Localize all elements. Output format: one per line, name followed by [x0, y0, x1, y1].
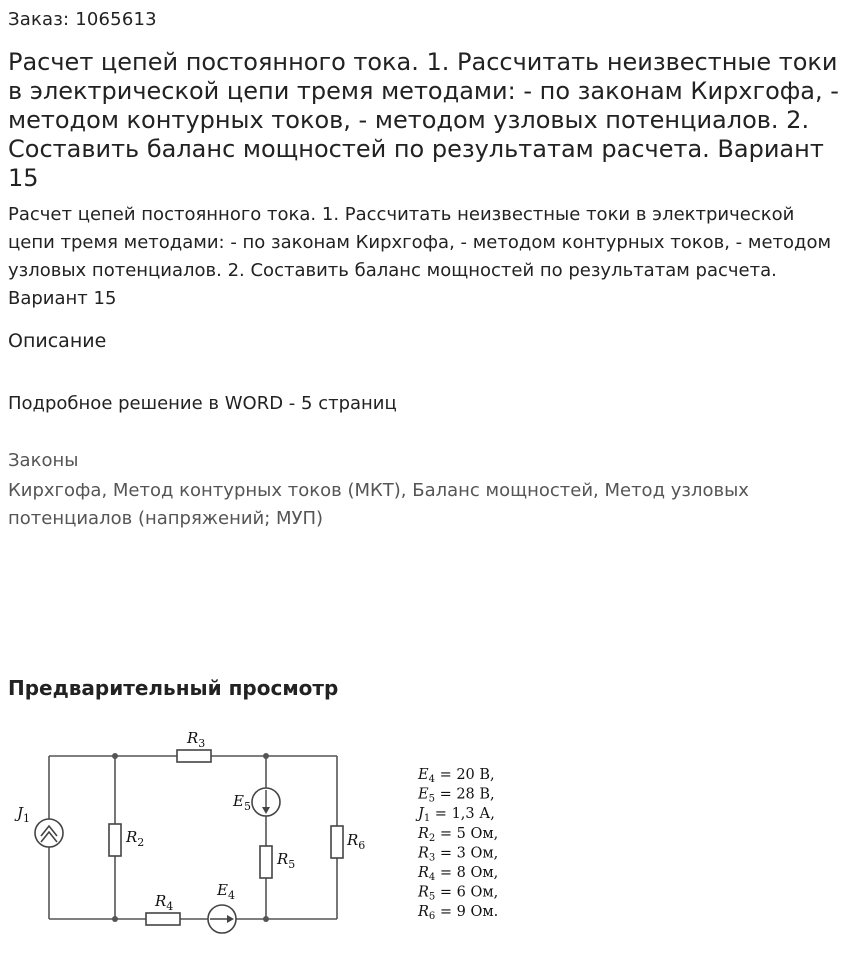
current-source-j1 [35, 819, 63, 847]
parameter-row: $R_4 = 8$ Ом, [418, 865, 499, 883]
voltage-source-e4 [208, 905, 236, 933]
resistor-r6 [331, 826, 343, 858]
parameter-list [415, 767, 498, 922]
label-e5: $E_5$ [233, 792, 251, 813]
resistor-r5 [260, 846, 272, 878]
parameter-row: $R_2 = 5$ Ом, [418, 825, 499, 844]
label-r5: $R_5$ [277, 850, 296, 871]
voltage-source-e5 [252, 788, 280, 816]
description-label: Описание [8, 330, 107, 352]
page-subtitle: Расчет цепей постоянного тока. 1. Рассчитать неизвестные токи в электрической цепи тремя методами: - по законам Кирхгофа, - методом контурных токов, - методом узловых потенциалов. 2. Составить баланс мощностей по результатам расчета. Вариант 15 [8, 204, 832, 309]
parameter-row: $R_5 = 6$ Ом, [418, 884, 499, 903]
parameter-row: $E_5 = 28$ В, [418, 786, 495, 805]
preview-image [8, 718, 528, 948]
label-r4: $R_4$ [155, 892, 174, 913]
resistor-r4 [146, 913, 180, 925]
parameter-row: $J_1 = 1,3$ А, [418, 806, 495, 825]
label-j1: $J_1$ [17, 804, 31, 825]
label-r3: $R_3$ [187, 729, 206, 750]
circuit-wires [49, 756, 337, 919]
resistor-r2 [109, 824, 121, 856]
description-text: Подробное решение в WORD - 5 страниц [8, 393, 397, 414]
resistor-r3 [177, 750, 211, 762]
preview-title: Предварительный просмотр [8, 676, 339, 700]
page-title: Расчет цепей постоянного тока. 1. Рассчитать неизвестные токи в электрической цепи тремя методами: - по законам Кирхгофа, - методом контурных токов, - методом узловых потенциалов. 2. Составить баланс мощностей по результатам расчета. Вариант 15 [8, 48, 839, 192]
laws-label: Законы [8, 450, 79, 471]
parameter-row: $R_6 = 9$ Ом. [418, 904, 499, 923]
label-e4: $E_4$ [217, 881, 235, 902]
circuit-diagram [8, 718, 528, 948]
order-number: Заказ: 1065613 [8, 9, 157, 30]
parameter-row: $R_3 = 3$ Ом, [418, 845, 499, 864]
label-r6: $R_6$ [347, 831, 366, 852]
label-r2: $R_2$ [126, 828, 145, 849]
parameter-row: $E_4 = 20$ В, [418, 767, 495, 785]
laws-text: Кирхгофа, Метод контурных токов (МКТ), Баланс мощностей, Метод узловых потенциалов (напряжений; МУП) [8, 480, 749, 529]
